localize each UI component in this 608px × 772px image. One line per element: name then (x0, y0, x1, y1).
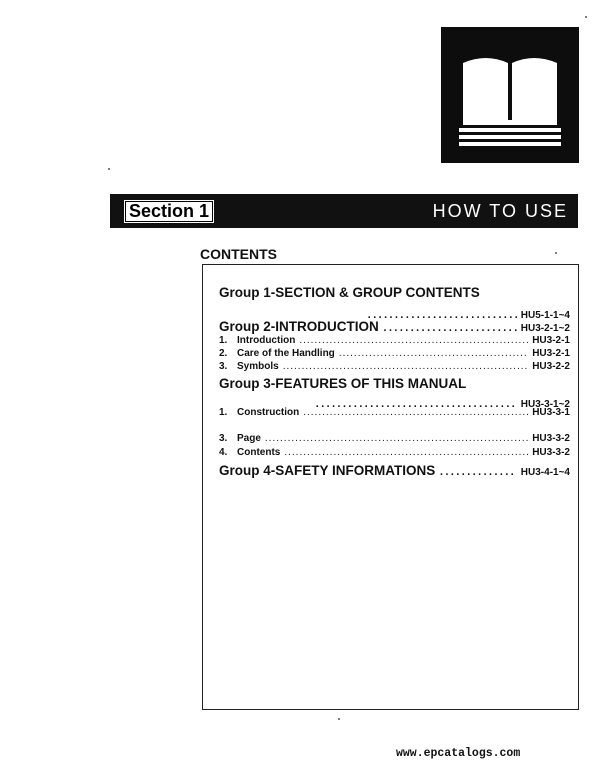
watermark: www.epcatalogs.com (396, 747, 521, 760)
group2-entry (219, 318, 570, 336)
list-item: 4. Contents ..... HU3-3-2 (219, 447, 570, 458)
book-icon (441, 27, 579, 163)
group3-title: Group 3-FEATURES OF THIS MANUAL (219, 376, 467, 391)
contents-heading: CONTENTS (200, 246, 277, 262)
list-item: 3. Page ..... HU3-3-2 (219, 433, 570, 444)
group2-code: HU3-2-1~2 (520, 323, 570, 334)
group1-title: Group 1-SECTION & GROUP CONTENTS (219, 285, 480, 300)
group4-code: HU3-4-1~4 (520, 467, 570, 478)
contents-table (202, 264, 579, 710)
section-header-bar (110, 194, 578, 228)
group1-code: HU5-1-1~4 (520, 310, 570, 321)
group4-title: Group 4-SAFETY INFORMATIONS (219, 463, 436, 478)
scan-speck (555, 252, 557, 254)
list-item: 1. Introduction ..... HU3-2-1 (219, 335, 570, 346)
scan-speck (338, 718, 340, 720)
group2-title: Group 2-INTRODUCTION (219, 319, 379, 334)
section-title: HOW TO USE (432, 201, 568, 221)
list-item: 1. Construction ..... HU3-3-1 (219, 407, 570, 418)
section-label: Section 1 (124, 200, 214, 223)
group4-entry (219, 462, 570, 480)
scan-speck (108, 168, 110, 170)
group3-code: HU3-3-1~2 (520, 399, 570, 410)
list-item: 2. Care of the Handling ..... HU3-2-1 (219, 348, 570, 359)
scan-speck (585, 16, 587, 18)
list-item: 3. Symbols ..... HU3-2-2 (219, 361, 570, 372)
